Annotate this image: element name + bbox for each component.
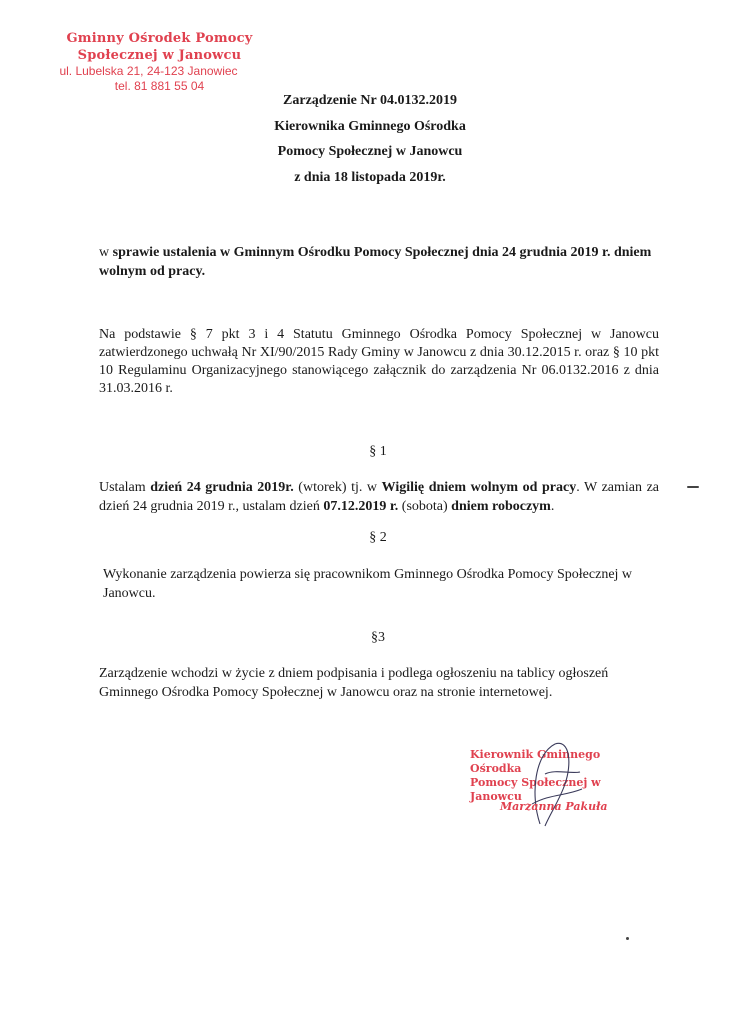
s1-b1: dzień 24 grudnia 2019r. bbox=[150, 480, 294, 495]
s1-t3: . W zamian za dzień 24 grudnia 2019 r., ustalam dzień bbox=[99, 480, 660, 514]
s1-b2: Wigilię dniem wolnym od pracy bbox=[381, 480, 577, 495]
header-title: Zarządzenie Nr 04.0132.2019 bbox=[283, 93, 457, 108]
header-issuer-2: Pomocy Społecznej w Janowcu bbox=[277, 144, 463, 159]
legal-basis: Na podstawie § 7 pkt 3 i 4 Statutu Gminnego Ośrodka Pomocy Społecznej w Janowcu zatwierdzonego uchwałą Nr XI/90/2015 Rady Gminy w Janowcu z dnia 30.12.2015 r. oraz § 10 pkt 10 Regulaminu Organizacyjnego stanowiącego załącznik do zarządzenia Nr 06.0132.2016 z dnia 31.03.2016 r. bbox=[99, 327, 659, 396]
scan-mark bbox=[687, 486, 699, 488]
s1-b4: dniem roboczym bbox=[451, 499, 551, 514]
subject-line bbox=[99, 243, 659, 281]
document-header bbox=[200, 88, 540, 190]
header-date: z dnia 18 listopada 2019r. bbox=[294, 169, 446, 185]
section-2-sign: § 2 bbox=[369, 530, 387, 545]
s1-t1: Ustalam bbox=[99, 480, 151, 495]
scan-dot bbox=[626, 937, 629, 940]
stamp-phone: tel. 81 881 55 04 bbox=[114, 79, 205, 93]
subject-text: sprawie ustalenia w Gminnym Ośrodku Pomocy Społecznej dnia 24 grudnia 2019 r. dniem wolnym od pracy. bbox=[99, 245, 652, 279]
section-3-text: Zarządzenie wchodzi w życie z dniem podpisania i podlega ogłoszeniu na tablicy ogłoszeń Gminnego Ośrodka Pomocy Społecznej w Janowcu oraz na stronie internetowej. bbox=[99, 666, 609, 700]
s1-t2: (wtorek) tj. w bbox=[293, 480, 382, 495]
section-1-text bbox=[99, 478, 659, 516]
institution-stamp bbox=[52, 30, 267, 94]
signature-name: Marzanna Pakuła bbox=[500, 800, 608, 813]
header-issuer-1: Kierownika Gminnego Ośrodka bbox=[274, 118, 466, 134]
section-1-sign: § 1 bbox=[369, 444, 387, 459]
stamp-line-1: Gminny Ośrodek Pomocy bbox=[66, 31, 253, 46]
signature-title-1: Kierownik Gminnego Ośrodka bbox=[470, 748, 601, 775]
s1-t5: . bbox=[550, 499, 555, 514]
s1-t4: (sobota) bbox=[398, 499, 452, 514]
signature-title-2: Pomocy Społecznej w Janowcu bbox=[470, 776, 601, 803]
stamp-address: ul. Lubelska 21, 24-123 Janowiec bbox=[59, 64, 238, 78]
section-3-sign: §3 bbox=[371, 630, 385, 645]
stamp-line-2: Społecznej w Janowcu bbox=[77, 48, 242, 63]
s1-b3: 07.12.2019 r. bbox=[323, 499, 399, 514]
signature-stamp bbox=[470, 748, 640, 813]
signature-scribble-icon bbox=[510, 734, 590, 834]
subject-prefix: w bbox=[99, 245, 113, 260]
section-2-text: Wykonanie zarządzenia powierza się pracownikom Gminnego Ośrodka Pomocy Społecznej w Janowcu. bbox=[103, 567, 633, 601]
